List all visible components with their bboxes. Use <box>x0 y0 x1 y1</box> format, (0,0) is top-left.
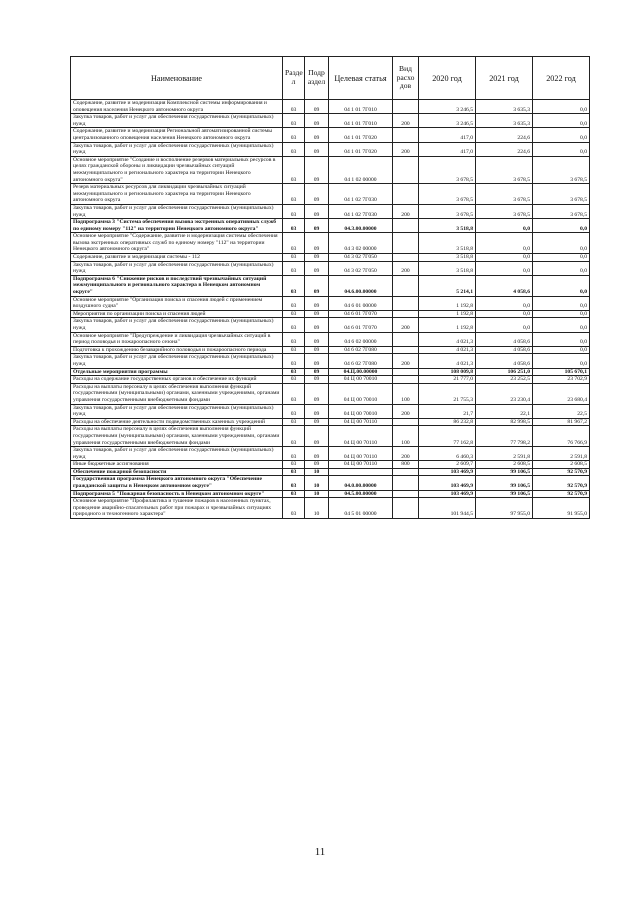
cell-2022: 0,0 <box>533 142 590 156</box>
table-row <box>71 346 590 354</box>
cell-vid: 200 <box>393 354 419 368</box>
cell-2021: 3 635,3 <box>476 100 533 114</box>
cell-2021: 3 678,5 <box>476 204 533 218</box>
cell-article: 04 1 01 7Г010 <box>329 114 393 128</box>
cell-razdel: 03 <box>283 461 305 469</box>
cell-razdel: 03 <box>283 184 305 205</box>
cell-2020: 86 232,8 <box>419 418 476 426</box>
table-row <box>71 156 590 183</box>
cell-razdel: 03 <box>283 156 305 183</box>
cell-article: 04.0.00.00000 <box>329 476 393 490</box>
cell-podrazdel: 09 <box>305 261 329 275</box>
table-row <box>71 261 590 275</box>
cell-razdel: 03 <box>283 332 305 346</box>
cell-name: Закупка товаров, работ и услуг для обеспечения государственных (муниципальных) нужд <box>71 114 283 128</box>
cell-razdel: 03 <box>283 219 305 233</box>
cell-vid: 200 <box>393 318 419 332</box>
cell-name: Государственная программа Ненецкого автономного округа "Обеспечение гражданской защиты в Ненецком автономном округе" <box>71 476 283 490</box>
cell-article: 04 1 01 7Г020 <box>329 128 393 142</box>
header-name: Наименование <box>71 57 283 100</box>
table-row <box>71 204 590 218</box>
table-row <box>71 142 590 156</box>
cell-razdel: 03 <box>283 404 305 418</box>
cell-razdel: 03 <box>283 447 305 461</box>
cell-razdel: 03 <box>283 310 305 318</box>
cell-2020: 3 246,5 <box>419 100 476 114</box>
cell-vid <box>393 254 419 262</box>
cell-2020: 3 518,8 <box>419 254 476 262</box>
cell-2022: 0,0 <box>533 261 590 275</box>
table-row <box>71 418 590 426</box>
table-row <box>71 184 590 205</box>
cell-2022: 0,0 <box>533 346 590 354</box>
cell-name: Закупка товаров, работ и услуг для обеспечения государственных (муниципальных) нужд <box>71 261 283 275</box>
cell-podrazdel: 09 <box>305 184 329 205</box>
cell-podrazdel: 09 <box>305 254 329 262</box>
cell-vid: 100 <box>393 383 419 404</box>
table-row <box>71 332 590 346</box>
cell-article: 04 Ц 00 70010 <box>329 383 393 404</box>
cell-vid <box>393 346 419 354</box>
cell-podrazdel: 09 <box>305 461 329 469</box>
cell-2020: 4 021,3 <box>419 346 476 354</box>
cell-name: Основное мероприятие "Профилактика и тушение пожаров в населенных пунктах, проведение аварийно-спасательных работ при пожарах и чрезвычайных ситуациях природного и техногенного характера" <box>71 498 283 519</box>
cell-article: 04 Ц 00 70010 <box>329 404 393 418</box>
cell-razdel: 03 <box>283 368 305 376</box>
cell-article: 04 3 02 7Г050 <box>329 254 393 262</box>
cell-2020: 3 246,5 <box>419 114 476 128</box>
table-row <box>71 114 590 128</box>
cell-vid: 200 <box>393 114 419 128</box>
cell-vid: 200 <box>393 404 419 418</box>
cell-name: Закупка товаров, работ и услуг для обеспечения государственных (муниципальных) нужд <box>71 142 283 156</box>
cell-podrazdel: 09 <box>305 447 329 461</box>
cell-2021: 4 058,6 <box>476 346 533 354</box>
cell-razdel: 03 <box>283 490 305 498</box>
table-row <box>71 354 590 368</box>
cell-2021: 224,6 <box>476 128 533 142</box>
cell-2021: 4 058,6 <box>476 275 533 296</box>
budget-table <box>70 56 590 519</box>
cell-2022: 76 766,9 <box>533 426 590 447</box>
cell-vid: 200 <box>393 261 419 275</box>
cell-article: 04 3 02 00000 <box>329 233 393 254</box>
cell-article: 04.3.00.00000 <box>329 219 393 233</box>
cell-razdel: 03 <box>283 114 305 128</box>
cell-2020: 3 678,5 <box>419 156 476 183</box>
cell-2021: 0,0 <box>476 310 533 318</box>
cell-name: Основное мероприятие "Предупреждение и ликвидация чрезвычайных ситуаций в период половодья и пожароопасного сезона" <box>71 332 283 346</box>
cell-2020: 21 755,3 <box>419 383 476 404</box>
cell-razdel: 03 <box>283 498 305 519</box>
table-row <box>71 219 590 233</box>
cell-vid: 800 <box>393 461 419 469</box>
cell-razdel: 03 <box>283 254 305 262</box>
cell-name: Закупка товаров, работ и услуг для обеспечения государственных (муниципальных) нужд <box>71 404 283 418</box>
cell-vid <box>393 156 419 183</box>
table-body <box>71 100 590 519</box>
cell-name: Закупка товаров, работ и услуг для обеспечения государственных (муниципальных) нужд <box>71 354 283 368</box>
cell-2020: 1 192,8 <box>419 296 476 310</box>
cell-article: 04 6 02 00000 <box>329 332 393 346</box>
cell-2021: 82 998,5 <box>476 418 533 426</box>
cell-2021: 99 106,5 <box>476 476 533 490</box>
cell-article: 04 6 01 7Г070 <box>329 310 393 318</box>
table-row <box>71 100 590 114</box>
table-row <box>71 447 590 461</box>
cell-vid <box>393 219 419 233</box>
cell-2022: 0,0 <box>533 100 590 114</box>
cell-vid <box>393 184 419 205</box>
cell-vid <box>393 376 419 384</box>
cell-2020: 3 678,5 <box>419 184 476 205</box>
cell-2022: 3 678,5 <box>533 204 590 218</box>
cell-2021: 4 058,6 <box>476 332 533 346</box>
cell-name: Иные бюджетные ассигнования <box>71 461 283 469</box>
cell-2022: 0,0 <box>533 332 590 346</box>
cell-2022: 2 591,8 <box>533 447 590 461</box>
cell-2022: 92 570,9 <box>533 490 590 498</box>
cell-2022: 22,5 <box>533 404 590 418</box>
cell-name: Основное мероприятие "Создание и восполнение резервов материальных ресурсов в целях гражданской обороны и ликвидации чрезвычайных ситуаций межмуниципального и регионального характера на территории Ненецкого автономного округа" <box>71 156 283 183</box>
cell-podrazdel: 09 <box>305 332 329 346</box>
cell-podrazdel: 09 <box>305 156 329 183</box>
cell-razdel: 03 <box>283 346 305 354</box>
cell-2022: 0,0 <box>533 354 590 368</box>
cell-name: Подпрограмма 3 "Система обеспечения вызова экстренных оперативных служб по единому номеру "112" на территории Ненецкого автономного округа" <box>71 219 283 233</box>
cell-razdel: 03 <box>283 318 305 332</box>
cell-name: Закупка товаров, работ и услуг для обеспечения государственных (муниципальных) нужд <box>71 204 283 218</box>
cell-name: Подпрограмма 5 "Пожарная безопасность в Ненецком автономном округе" <box>71 490 283 498</box>
cell-podrazdel: 09 <box>305 383 329 404</box>
cell-article: 04 6 01 7Г070 <box>329 318 393 332</box>
cell-article: 04 6 02 7Г080 <box>329 354 393 368</box>
cell-name: Расходы на выплаты персоналу в целях обеспечения выполнения функций государственными (муниципальными) органами, казенными учреждениями, органами управления государственными внебюджетными фондами <box>71 426 283 447</box>
cell-podrazdel: 09 <box>305 233 329 254</box>
cell-2022: 92 570,9 <box>533 468 590 476</box>
cell-2020: 21 777,0 <box>419 376 476 384</box>
cell-2021: 77 798,2 <box>476 426 533 447</box>
cell-2020: 6 460,3 <box>419 447 476 461</box>
cell-2020: 3 678,5 <box>419 204 476 218</box>
cell-vid <box>393 275 419 296</box>
cell-2021: 23 230,4 <box>476 383 533 404</box>
cell-razdel: 03 <box>283 296 305 310</box>
table-row <box>71 476 590 490</box>
cell-razdel: 03 <box>283 468 305 476</box>
cell-2020: 1 192,8 <box>419 310 476 318</box>
cell-podrazdel: 09 <box>305 376 329 384</box>
cell-podrazdel: 09 <box>305 426 329 447</box>
cell-podrazdel: 09 <box>305 418 329 426</box>
cell-razdel: 03 <box>283 354 305 368</box>
cell-vid: 100 <box>393 426 419 447</box>
cell-2020: 417,0 <box>419 142 476 156</box>
cell-2020: 101 944,5 <box>419 498 476 519</box>
cell-podrazdel: 09 <box>305 100 329 114</box>
cell-podrazdel: 09 <box>305 128 329 142</box>
cell-2022: 0,0 <box>533 254 590 262</box>
cell-name: Резерв материальных ресурсов для ликвидации чрезвычайных ситуаций межмуниципального и регионального характера на территории Ненецкого автономного округа <box>71 184 283 205</box>
header-2020: 2020 год <box>419 57 476 100</box>
cell-podrazdel: 10 <box>305 468 329 476</box>
cell-vid <box>393 498 419 519</box>
cell-2020: 77 162,8 <box>419 426 476 447</box>
cell-2021: 2 608,5 <box>476 461 533 469</box>
cell-article: 04 6 01 00000 <box>329 296 393 310</box>
cell-article: 04 6 02 7Г080 <box>329 346 393 354</box>
cell-2021: 0,0 <box>476 261 533 275</box>
cell-vid <box>393 296 419 310</box>
cell-vid <box>393 468 419 476</box>
cell-vid <box>393 233 419 254</box>
cell-2021: 23 252,5 <box>476 376 533 384</box>
cell-article <box>329 468 393 476</box>
cell-2022: 0,0 <box>533 310 590 318</box>
cell-podrazdel: 09 <box>305 404 329 418</box>
header-2021: 2021 год <box>476 57 533 100</box>
cell-article: 04 Ц 00 70110 <box>329 461 393 469</box>
cell-name: Содержание, развитие и модернизация Комплексной системы информирования и оповещения населения Ненецкого автономного округа <box>71 100 283 114</box>
cell-2022: 91 955,0 <box>533 498 590 519</box>
cell-razdel: 03 <box>283 204 305 218</box>
cell-2022: 92 570,9 <box>533 476 590 490</box>
cell-podrazdel: 09 <box>305 204 329 218</box>
cell-name: Отдельные мероприятия программы <box>71 368 283 376</box>
cell-2022: 3 678,5 <box>533 156 590 183</box>
table-row <box>71 296 590 310</box>
cell-article: 04 1 02 7Г030 <box>329 204 393 218</box>
cell-article: 04 Ц 00 70110 <box>329 418 393 426</box>
cell-article: 04 Ц 00 70110 <box>329 426 393 447</box>
cell-article: 04 Ц 00 70010 <box>329 376 393 384</box>
cell-podrazdel: 09 <box>305 296 329 310</box>
cell-2020: 4 021,3 <box>419 354 476 368</box>
cell-2020: 103 469,9 <box>419 490 476 498</box>
cell-razdel: 03 <box>283 476 305 490</box>
cell-article: 04 Ц 00 70110 <box>329 447 393 461</box>
cell-name: Содержание, развитие и модернизация Региональной автоматизированной системы централизованного оповещения населения Ненецкого автономного округа <box>71 128 283 142</box>
cell-2022: 0,0 <box>533 296 590 310</box>
table-row <box>71 254 590 262</box>
cell-2021: 0,0 <box>476 219 533 233</box>
cell-2021: 0,0 <box>476 318 533 332</box>
cell-2022: 23 680,4 <box>533 383 590 404</box>
cell-podrazdel: 09 <box>305 275 329 296</box>
cell-article: 04 1 01 7Г020 <box>329 142 393 156</box>
cell-razdel: 03 <box>283 426 305 447</box>
table-row <box>71 233 590 254</box>
cell-2020: 2 609,7 <box>419 461 476 469</box>
page-number: 11 <box>314 846 326 858</box>
cell-name: Расходы на содержание государственных органов и обеспечение их функций <box>71 376 283 384</box>
table-row <box>71 468 590 476</box>
cell-vid: 200 <box>393 142 419 156</box>
cell-name: Расходы на выплаты персоналу в целях обеспечения выполнения функций государственными (муниципальными) органами, казенными учреждениями, органами управления государственными внебюджетными фондами <box>71 383 283 404</box>
cell-2020: 1 192,8 <box>419 318 476 332</box>
cell-2022: 3 678,5 <box>533 184 590 205</box>
cell-podrazdel: 10 <box>305 476 329 490</box>
cell-2022: 0,0 <box>533 114 590 128</box>
cell-2020: 103 469,9 <box>419 476 476 490</box>
cell-razdel: 03 <box>283 261 305 275</box>
header-2022: 2022 год <box>533 57 590 100</box>
cell-podrazdel: 09 <box>305 310 329 318</box>
table-row <box>71 383 590 404</box>
cell-vid <box>393 310 419 318</box>
cell-podrazdel: 09 <box>305 346 329 354</box>
cell-vid: 200 <box>393 447 419 461</box>
cell-2020: 4 021,3 <box>419 332 476 346</box>
cell-name: Расходы на обеспечение деятельности подведомственных казенных учреждений <box>71 418 283 426</box>
header-article: Целевая статья <box>329 57 393 100</box>
cell-article: 04 1 02 00000 <box>329 156 393 183</box>
cell-2022: 0,0 <box>533 219 590 233</box>
cell-name: Закупка товаров, работ и услуг для обеспечения государственных (муниципальных) нужд <box>71 447 283 461</box>
cell-article: 04.6.00.00000 <box>329 275 393 296</box>
table-row <box>71 376 590 384</box>
cell-name: Мероприятия по организации поиска и спасения людей <box>71 310 283 318</box>
cell-name: Подготовка к прохождению безаварийного половодья и пожароопасного периода <box>71 346 283 354</box>
cell-name: Основное мероприятие "Содержание, развитие и модернизация системы обеспечения вызова экстренных оперативных служб по единому номеру "112" на территории Ненецкого автономного округа" <box>71 233 283 254</box>
cell-name: Закупка товаров, работ и услуг для обеспечения государственных (муниципальных) нужд <box>71 318 283 332</box>
cell-2022: 105 670,1 <box>533 368 590 376</box>
cell-2021: 4 058,6 <box>476 354 533 368</box>
cell-razdel: 03 <box>283 383 305 404</box>
cell-vid <box>393 128 419 142</box>
cell-vid <box>393 368 419 376</box>
cell-vid: 200 <box>393 204 419 218</box>
table-row <box>71 404 590 418</box>
cell-name: Содержание, развитие и модернизация системы - 112 <box>71 254 283 262</box>
table-row <box>71 318 590 332</box>
header-vid: Вид расхо дов <box>393 57 419 100</box>
cell-article: 04 3 02 7Г050 <box>329 261 393 275</box>
cell-razdel: 03 <box>283 233 305 254</box>
cell-razdel: 03 <box>283 418 305 426</box>
header-podrazdel: Подр аздел <box>305 57 329 100</box>
header-razdel: Разде л <box>283 57 305 100</box>
cell-article: 04.Ц.00.00000 <box>329 368 393 376</box>
cell-2021: 0,0 <box>476 233 533 254</box>
cell-razdel: 03 <box>283 100 305 114</box>
cell-article: 04.5.00.00000 <box>329 490 393 498</box>
cell-podrazdel: 09 <box>305 142 329 156</box>
cell-2021: 0,0 <box>476 254 533 262</box>
cell-2021: 3 635,3 <box>476 114 533 128</box>
cell-2022: 0,0 <box>533 128 590 142</box>
cell-2021: 22,1 <box>476 404 533 418</box>
cell-podrazdel: 10 <box>305 498 329 519</box>
table-row <box>71 368 590 376</box>
cell-article: 04 1 02 7Г030 <box>329 184 393 205</box>
cell-article: 04 5 01 00000 <box>329 498 393 519</box>
cell-2022: 23 702,9 <box>533 376 590 384</box>
cell-vid <box>393 418 419 426</box>
table-row <box>71 426 590 447</box>
cell-2022: 81 967,2 <box>533 418 590 426</box>
cell-2022: 2 608,5 <box>533 461 590 469</box>
cell-podrazdel: 10 <box>305 490 329 498</box>
cell-2020: 3 518,8 <box>419 233 476 254</box>
cell-2020: 5 214,1 <box>419 275 476 296</box>
table-row <box>71 461 590 469</box>
cell-2021: 99 106,5 <box>476 490 533 498</box>
cell-vid <box>393 490 419 498</box>
cell-name: Подпрограмма 6 "Снижение рисков и последствий чрезвычайных ситуаций межмуниципального и регионального характера в Ненецком автономном округе" <box>71 275 283 296</box>
cell-podrazdel: 09 <box>305 219 329 233</box>
cell-2020: 417,0 <box>419 128 476 142</box>
cell-vid <box>393 100 419 114</box>
cell-2021: 97 955,0 <box>476 498 533 519</box>
cell-name: Основное мероприятие "Организация поиска и спасения людей с применением воздушного судна" <box>71 296 283 310</box>
cell-2020: 108 009,8 <box>419 368 476 376</box>
cell-razdel: 03 <box>283 275 305 296</box>
cell-podrazdel: 09 <box>305 318 329 332</box>
table-row <box>71 310 590 318</box>
table-row <box>71 498 590 519</box>
cell-2021: 3 678,5 <box>476 156 533 183</box>
cell-2020: 3 518,8 <box>419 261 476 275</box>
cell-2022: 0,0 <box>533 275 590 296</box>
cell-razdel: 03 <box>283 128 305 142</box>
cell-podrazdel: 09 <box>305 368 329 376</box>
cell-2021: 99 106,5 <box>476 468 533 476</box>
table-header-row <box>71 57 590 100</box>
cell-2021: 106 251,0 <box>476 368 533 376</box>
cell-podrazdel: 09 <box>305 354 329 368</box>
cell-vid <box>393 332 419 346</box>
cell-2021: 3 678,5 <box>476 184 533 205</box>
cell-vid <box>393 476 419 490</box>
cell-article: 04 1 01 7Г010 <box>329 100 393 114</box>
table-row <box>71 128 590 142</box>
cell-razdel: 03 <box>283 376 305 384</box>
cell-2020: 21,7 <box>419 404 476 418</box>
cell-name: Обеспечение пожарной безопасности <box>71 468 283 476</box>
cell-2022: 0,0 <box>533 233 590 254</box>
cell-razdel: 03 <box>283 142 305 156</box>
cell-2021: 2 591,8 <box>476 447 533 461</box>
table-row <box>71 490 590 498</box>
cell-2021: 224,6 <box>476 142 533 156</box>
cell-2020: 103 469,9 <box>419 468 476 476</box>
table-row <box>71 275 590 296</box>
cell-podrazdel: 09 <box>305 114 329 128</box>
cell-2020: 3 518,8 <box>419 219 476 233</box>
cell-2022: 0,0 <box>533 318 590 332</box>
cell-2021: 0,0 <box>476 296 533 310</box>
